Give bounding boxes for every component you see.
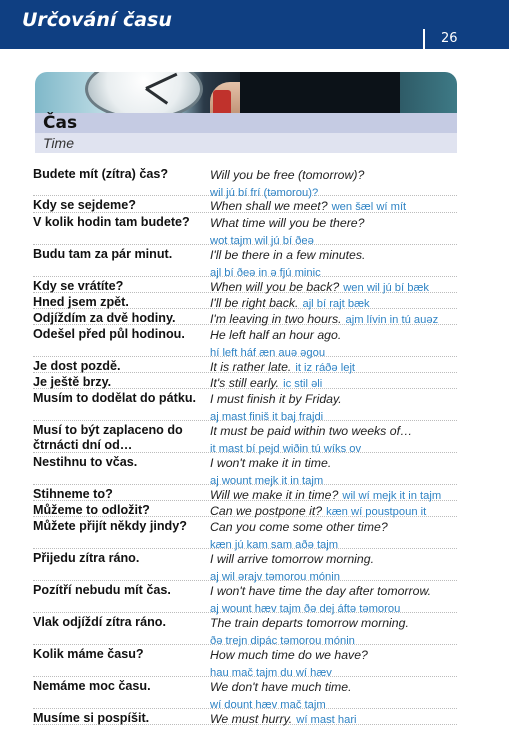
czech-phrase: Budu tam za pár minut.: [33, 247, 173, 261]
czech-phrase: Kdy se sejdeme?: [33, 198, 136, 212]
pronunciation: ajm lívin in tú auəz: [345, 314, 439, 326]
czech-phrase: Přijedu zítra ráno.: [33, 551, 140, 565]
english-phrase: I must finish it by Friday.: [210, 392, 342, 406]
section-subtitle: Time: [43, 135, 74, 151]
czech-phrase: Je dost pozdě.: [33, 359, 121, 373]
pronunciation: wot tajm wil jú bí ðeə: [210, 234, 314, 247]
czech-phrase: V kolik hodin tam budete?: [33, 215, 190, 229]
phrase-row: [33, 421, 457, 453]
english-phrase: Can you come some other time?: [210, 520, 388, 534]
pronunciation: aj wount hæv tajm ðə dej áftə təmorou: [210, 602, 401, 615]
english-phrase: I'll be right back.: [210, 296, 299, 310]
english-phrase: It must be paid within two weeks of…: [210, 424, 413, 438]
pronunciation: kæn jú kam sam aðə tajm: [210, 538, 339, 551]
english-phrase: How much time do we have?: [210, 648, 368, 662]
pronunciation: wí dount hæv mač tajm: [210, 698, 326, 711]
english-phrase: He left half an hour ago.: [210, 328, 342, 342]
phrase-row: [33, 245, 457, 277]
pronunciation: wen wil jú bí bæk: [343, 282, 429, 294]
czech-phrase: Je ještě brzy.: [33, 375, 112, 389]
phrase-row: [33, 485, 457, 501]
sleeve-image: [240, 72, 400, 113]
section-title: Čas: [43, 113, 78, 133]
czech-phrase: Můžete přijít někdy jindy?: [33, 519, 187, 533]
czech-phrase: Hned jsem zpět.: [33, 295, 129, 309]
pronunciation: ajl bí ðeə in ə fjú minic: [210, 266, 321, 279]
phrase-row: [33, 501, 457, 517]
pronunciation: wil jú bí frí (təmorou)?: [210, 186, 319, 199]
watch-icon: [213, 90, 231, 113]
pronunciation: wen šæl wí mít: [331, 201, 407, 213]
phrase-row: [33, 453, 457, 485]
czech-phrase: Musím to dodělat do pátku.: [33, 391, 197, 405]
pronunciation: ic stil əli: [283, 378, 323, 390]
english-phrase: It's still early.: [210, 376, 280, 390]
phrase-row: [33, 645, 457, 677]
pronunciation: wí mast hari: [296, 714, 357, 726]
page-number: 26: [441, 31, 458, 46]
phrase-row: [33, 277, 457, 293]
czech-phrase: Vlak odjíždí zítra ráno.: [33, 615, 166, 629]
section-title-band: [35, 113, 457, 133]
english-phrase: I won't make it in time.: [210, 456, 332, 470]
pronunciation: it iz ráðə lejt: [295, 362, 356, 374]
english-phrase: We must hurry.: [210, 712, 293, 726]
phrase-row: [33, 549, 457, 581]
czech-phrase: Kdy se vrátíte?: [33, 279, 124, 293]
english-phrase: Will we make it in time?: [210, 488, 339, 502]
pronunciation: aj mast finiš it baj frajdi: [210, 410, 324, 423]
czech-phrase: Budete mít (zítra) čas?: [33, 167, 169, 181]
czech-phrase: Musíme si pospíšit.: [33, 711, 150, 725]
czech-phrase: Pozítří nebudu mít čas.: [33, 583, 171, 597]
czech-phrase: Musí to být zaplaceno do čtrnácti dní od…: [33, 423, 183, 452]
english-phrase: What time will you be there?: [210, 216, 365, 230]
header-title: Určování času: [22, 9, 172, 31]
czech-phrase: Odešel před půl hodinou.: [33, 327, 185, 341]
english-phrase: I'm leaving in two hours.: [210, 312, 342, 326]
pronunciation: it mast bí pejd wiðin tú wíks ov: [210, 442, 362, 455]
phrase-row: [33, 357, 457, 373]
phrase-row: [33, 581, 457, 613]
phrase-row: [33, 709, 457, 725]
phrase-row: [33, 196, 457, 213]
english-phrase: The train departs tomorrow morning.: [210, 616, 409, 630]
phrase-row: [33, 517, 457, 549]
english-phrase: Can we postpone it?: [210, 504, 323, 518]
phrase-row: [33, 309, 457, 325]
english-phrase: I won't have time the day after tomorrow.: [210, 584, 432, 598]
header-divider: [423, 29, 425, 49]
english-phrase: I'll be there in a few minutes.: [210, 248, 366, 262]
pronunciation: ajl bí rajt bæk: [302, 298, 370, 310]
czech-phrase: Nestihnu to včas.: [33, 455, 138, 469]
phrase-row: [33, 389, 457, 421]
pronunciation: hau mač tajm du wí hæv: [210, 666, 332, 679]
pronunciation: ðə trejn dipác təmorou mónin: [210, 634, 355, 647]
clock-photo: [35, 72, 457, 113]
english-phrase: I will arrive tomorrow morning.: [210, 552, 374, 566]
english-phrase: It is rather late.: [210, 360, 292, 374]
pronunciation: aj wount mejk it in tajm: [210, 474, 324, 487]
czech-phrase: Odjíždím za dvě hodiny.: [33, 311, 176, 325]
czech-phrase: Nemáme moc času.: [33, 679, 151, 693]
english-phrase: Will you be free (tomorrow)?: [210, 168, 365, 182]
czech-phrase: Kolik máme času?: [33, 647, 144, 661]
section-subtitle-band: [35, 133, 457, 153]
phrase-row: [33, 325, 457, 357]
english-phrase: When shall we meet?: [210, 199, 328, 213]
phrase-row: [33, 293, 457, 309]
page-header: [0, 0, 509, 49]
english-phrase: We don't have much time.: [210, 680, 352, 694]
czech-phrase: Můžeme to odložit?: [33, 503, 150, 517]
phrase-row: [33, 677, 457, 709]
pronunciation: hí left háf æn auə əgou: [210, 346, 326, 359]
english-phrase: When will you be back?: [210, 280, 340, 294]
phrase-row: [33, 213, 457, 245]
phrase-row: [33, 373, 457, 389]
pronunciation: kæn wí poustpoun it: [326, 506, 427, 518]
phrase-row: [33, 613, 457, 645]
pronunciation: aj wil ərajv təmorou mónin: [210, 570, 340, 583]
phrase-row: [33, 165, 457, 199]
czech-phrase: Stihneme to?: [33, 487, 113, 501]
pronunciation: wil wí mejk it in tajm: [342, 490, 442, 502]
clock-icon: [85, 72, 203, 113]
